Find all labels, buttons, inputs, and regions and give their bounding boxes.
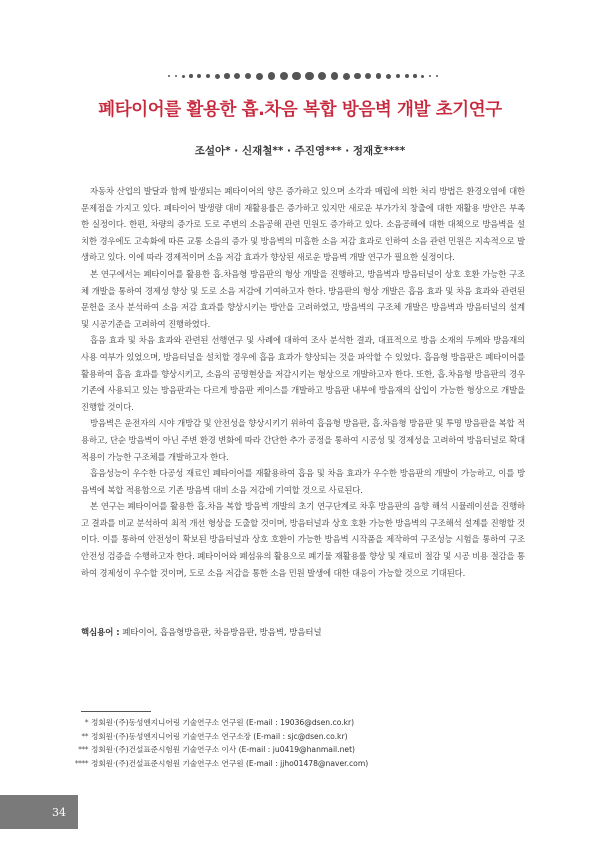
- keywords-label: 핵심용어 :: [81, 627, 120, 637]
- footnotes: [58, 716, 528, 770]
- divider-dot: [436, 75, 438, 77]
- footnote-text: 정회원·(주)동성엔지니어링 기술연구소 연구소장 (E-mail : sjc@dsen.co.kr): [91, 731, 348, 741]
- paper-title: 폐타이어를 활용한 흡.차음 복합 방음벽 개발 초기연구: [98, 100, 502, 120]
- footnote-text: 정회원·(주)동성엔지니어링 기술연구소 연구원 (E-mail : 19036@dsen.co.kr): [91, 718, 355, 727]
- abstract-body: [81, 183, 525, 581]
- divider-dot: [182, 75, 185, 78]
- divider-dot: [175, 75, 178, 78]
- abstract-paragraph: 흡음 효과 및 차음 효과와 관련된 선행연구 및 사례에 대하여 조사 분석한 결과, 대표적으로 방음 소재의 두께와 방음재의 사용 여부가 있었으며, 방음터널을 설치할 경우에 흡음 효과가 향상되는 것을 파악할 수 있었다. 흡음형 방음판은 폐타이어를 활용하여 흡음 효과를 향상시키고, 소음의 공명현상을 저감시키는 형상으로 개발하고자 한다. 또한, 흡.차음형 방음판의 경우 기존에 사용되고 있는 방음판과는 다르게 방음판 케이스를 개발하고 방음판 내부에 방음재의 삽입이 가능한 형상으로 개발을 진행할 것이다.: [81, 335, 525, 412]
- divider-dot: [215, 74, 220, 79]
- divider-dot: [292, 72, 301, 81]
- footnote-text: 정회원·(주)건설표준시험원 기술연구소 이사 (E-mail : ju0419@hanmail.net): [91, 745, 356, 754]
- footnote-divider: [81, 711, 151, 712]
- divider-dot: [331, 72, 339, 80]
- footnote-item: [58, 757, 528, 771]
- divider-dot: [318, 72, 326, 80]
- footnote-item: [58, 743, 528, 757]
- author-list: 조설아* · 신재철** · 주진영*** · 정재호****: [194, 145, 406, 157]
- footnote-mark: **: [81, 731, 88, 741]
- divider-dot: [305, 72, 314, 81]
- divider-dot: [206, 74, 211, 79]
- divider-dot: [354, 73, 361, 80]
- divider-dot: [421, 75, 424, 78]
- footnote-mark: ***: [78, 745, 88, 754]
- page-number-tab: [0, 795, 78, 829]
- footnote-text: 정회원·(주)건설표준시험원 기술연구소 연구원 (E-mail : jjho01478@naver.com): [91, 758, 369, 768]
- divider-dot: [168, 75, 170, 77]
- footnote-mark: ****: [74, 758, 88, 768]
- decorative-dot-divider: [168, 70, 438, 82]
- divider-dot: [365, 73, 371, 79]
- abstract-paragraph: 본 연구는 폐타이어를 활용한 흡.차음 복합 방음벽 개발의 초기 연구단계로 차후 방음판의 음향 해석 시뮬레이션을 진행하고 결과를 비교 분석하여 최적 개선 형상을 도출할 것이며, 방음터널과 상호 호환 가능한 방음벽의 구조해석 설계를 진행할 것이다. 이를 통하여 안전성이 확보된 방음터널과 상호 호환이 가능한 방음벽 시작품을 제작하여 구조성능 시험을 통하여 구조 안전성 검증을 수행하고자 한다. 폐타이어와 폐섬유의 활용으로 폐기물 재활용률 향상 및 재료비 절감 및 시공 비용 절감을 통하여 경제성이 우수할 것이며, 도로 소음 저감을 통한 소음 민원 발생에 대한 대응이 가능할 것으로 기대된다.: [81, 501, 525, 578]
- divider-dot: [268, 72, 276, 80]
- divider-dot: [386, 74, 391, 79]
- footnote-item: [58, 716, 528, 730]
- divider-dot: [376, 73, 382, 79]
- abstract-paragraph: 자동차 산업의 발달과 함께 발생되는 폐타이어의 양은 증가하고 있으며 소각과 매립에 의한 처리 방법은 환경오염에 대한 문제점을 가지고 있다. 폐타이어 발생량 대비 재활용률은 증가하고 있지만 새로운 부가가치 창출에 대한 재활용 방안은 부족한 실정이다. 한편, 차량의 증가로 도로 주변의 소음공해 관련 민원도 증가하고 있다. 소음공해에 대한 대책으로 방음벽을 설치한 경우에도 고속화에 따른 교통 소음의 증가 및 방음벽의 미흡한 소음 저감 효과로 인하여 소음 관련 민원은 지속적으로 발생하고 있다. 이에 따라 경제적이며 소음 저감 효과가 향상된 새로운 방음벽 개발 연구가 필요한 실정이다.: [81, 186, 525, 263]
- divider-dot: [343, 73, 350, 80]
- divider-dot: [189, 74, 193, 78]
- footnote-item: [58, 730, 528, 744]
- divider-dot: [245, 73, 252, 80]
- abstract-paragraph: 본 연구에서는 폐타이어를 활용한 흡.차음형 방음판의 형상 개발을 진행하고, 방음벽과 방음터널이 상호 호환 가능한 구조체 개발을 통하여 경제성 향상 및 도로 소음 저감에 기여하고자 한다. 방음판의 형상 개발은 흡음 효과 및 차음 효과와 관련된 문헌을 조사 분석하여 소음 저감 효과를 향상시키는 방안을 고려하였고, 방음벽의 구조체 개발은 방음벽과 방음터널의 설계 및 시공기준을 고려하여 진행하였다.: [81, 268, 525, 329]
- divider-dot: [413, 74, 417, 78]
- abstract-paragraph: 흡음성능이 우수한 다공성 재료인 폐타이어를 재활용하여 흡음 및 차음 효과가 우수한 방음판의 개발이 가능하고, 이를 방음벽에 복합 적용함으로 기존 방음벽 대비 소음 저감에 기여할 것으로 사료된다.: [81, 468, 525, 495]
- abstract-paragraph: 방음벽은 운전자의 시야 개방감 및 안전성을 향상시키기 위하여 흡음형 방음판, 흡.차음형 방음판 및 투명 방음판을 복합 적용하고, 단순 방음벽이 아닌 주변 환경 변화에 따라 간단한 추가 공정을 통하여 시공성 및 경제성을 고려하여 방음터널로 확대 적용이 가능한 구조체를 개발하고자 한다.: [81, 418, 525, 462]
- divider-dot: [396, 74, 401, 79]
- keywords-line: [81, 626, 525, 638]
- divider-dot: [234, 73, 240, 79]
- keywords-list: 폐타이어, 흡음형방음판, 차음방음판, 방음벽, 방음터널: [122, 627, 322, 637]
- divider-dot: [429, 75, 432, 78]
- page-number: 34: [52, 805, 66, 819]
- divider-dot: [256, 73, 263, 80]
- divider-dot: [280, 72, 288, 80]
- divider-dot: [197, 74, 201, 78]
- divider-dot: [405, 74, 409, 78]
- divider-dot: [224, 73, 230, 79]
- footnote-mark: *: [84, 718, 88, 727]
